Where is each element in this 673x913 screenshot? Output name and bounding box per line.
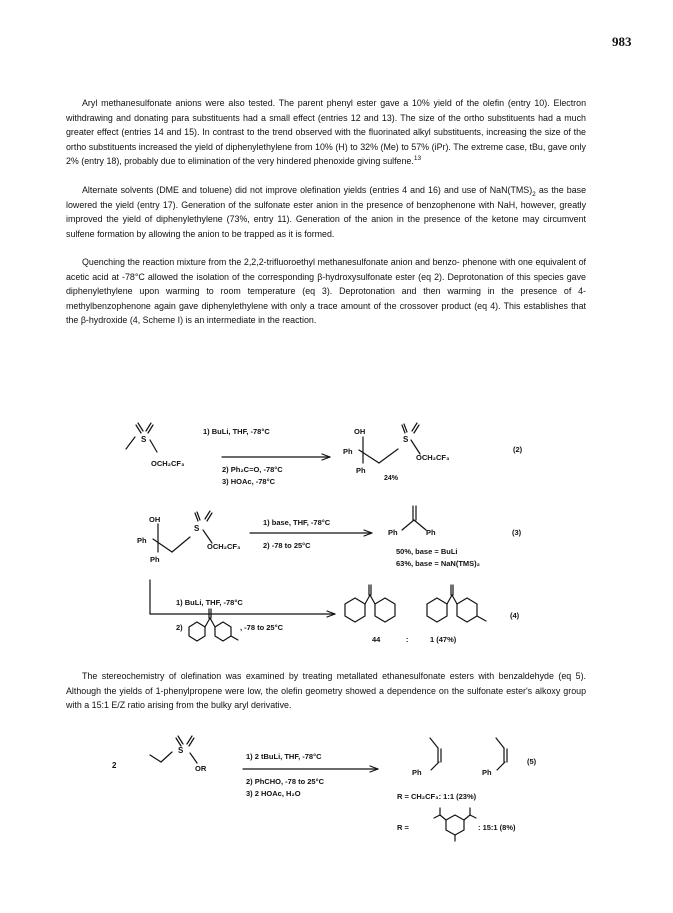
- eq5-reactant-group: OR: [195, 764, 207, 773]
- text-line: Aryl methanesulfonate anions were also tested. The parent phenyl ester gave a 10% yield of the olefin: [82, 98, 505, 108]
- eq5-step1: 1) 2 tBuLi, THF, -78°C: [246, 752, 322, 761]
- text-line: with the fluorinated alkyl substituents, increasing the size of the ortho substituents increased the yield of: [66, 127, 586, 152]
- eq5-step3: 3) 2 HOAc, H₂O: [246, 789, 301, 798]
- eq3-result1: 50%, base = BuLi: [396, 547, 458, 556]
- eq4-ratio-right: 1 (47%): [430, 635, 457, 644]
- text-line: Alternate solvents (DME and toluene) did not improve olefination yields (entries 4 and 16) and use of: [82, 185, 487, 195]
- eq4-step2-suffix: , -78 to 25°C: [240, 623, 284, 632]
- text-line: phenone with one equivalent of acetic acid at -78°C allowed the isolation of the corresponding: [66, 257, 586, 282]
- text-line: Generation of the anion in the presence of the ketone may circumvent sulfene formation by allowing the anion: [66, 214, 586, 239]
- eq5-reactant-structure: [150, 736, 197, 763]
- eq2-product-ph1: Ph: [343, 447, 353, 456]
- eq5-aryl-group-structure: [434, 808, 476, 841]
- text-line: to be trapped as it is formed.: [221, 228, 335, 239]
- text-line: as the base lowered the yield (entry 17). Generation of the sulfonate ester anion in the presence: [66, 185, 587, 210]
- eq5-step2: 2) PhCHO, -78 to 25°C: [246, 777, 325, 786]
- eq5-coefficient: 2: [112, 761, 117, 770]
- eq5-product-ph2: Ph: [482, 768, 492, 777]
- eq3-product-ph2: Ph: [426, 528, 436, 537]
- eq3-reactant-ph1: Ph: [137, 536, 147, 545]
- eq3-reactant-ph2: Ph: [150, 555, 160, 564]
- base-name: NaN(TMS): [489, 185, 533, 195]
- eq2-product-oh: OH: [354, 427, 366, 436]
- eq3-reactant-s: S: [194, 524, 200, 533]
- eq3-step1: 1) base, THF, -78°C: [263, 518, 331, 527]
- text-line: dependence on the sulfonate ester's alkoxy group with a 15:1 E/Z ratio arising from the bulky aryl derivative.: [66, 685, 587, 711]
- base-subscript: 2: [532, 190, 536, 198]
- eq5-number: (5): [527, 757, 537, 766]
- eq5-product-ph1: Ph: [412, 768, 422, 777]
- text-line: diphenylethylene with only a trace amount of the crossover product (eq 4). This establishes that the: [66, 300, 586, 326]
- eq5-result2-suffix: : 15:1 (8%): [478, 823, 516, 832]
- text-line: The stereochemistry of olefination was examined by treating metallated ethanesulfonate esters with: [82, 671, 495, 681]
- eq5-result1: R = CH₂CF₃: 1:1 (23%): [397, 792, 477, 801]
- eq5-result2-prefix: R =: [397, 823, 409, 832]
- eq2-step2: 2) Ph₂C=O, -78°C: [222, 465, 283, 474]
- text-line: probably due to elimination of the very hindered phenoxide giving sulfene.: [124, 156, 414, 167]
- eq4-number: (4): [510, 611, 520, 620]
- eq3-number: (3): [512, 528, 522, 537]
- text-line: (entry 10). Electron withdrawing and donating para substituents had a small effect (entries 12 and 13). The: [66, 98, 587, 123]
- eq4-step1: 1) BuLi, THF, -78°C: [176, 598, 243, 607]
- text-line: benzaldehyde (eq 5). Although the yields of 1-phenylpropene were low, the olefin geometry showed a: [66, 671, 587, 696]
- eq5-product-z-structure: [496, 738, 507, 770]
- eq4-step2-prefix: 2): [176, 623, 183, 632]
- eq5-reactant-s: S: [178, 746, 184, 755]
- eq2-product-structure: [359, 423, 420, 463]
- eq2-yield: 24%: [384, 475, 399, 482]
- eq2-product-s: S: [403, 435, 409, 444]
- eq2-reactant-group: OCH₂CF₃: [151, 459, 185, 468]
- eq3-result2: 63%, base = NaN(TMS)₂: [396, 559, 480, 568]
- eq2-product-ph2: Ph: [356, 466, 366, 475]
- text-line: of benzophenone with NaH, however, greatly improved the yield of diphenylethylene (73%, entry 11).: [66, 199, 587, 225]
- eq3-reactant-group: OCH₂CF₃: [207, 542, 241, 551]
- text-line: diphenylethylene from 10% (H) to 32% (Me) to 57% (iPr). The extreme case, tBu, gave only 2% (entry 18),: [66, 141, 586, 167]
- eq4-product2-structure: [427, 585, 486, 622]
- eq3-product-ph1: Ph: [388, 528, 398, 537]
- eq2-number: (2): [513, 445, 523, 454]
- eq3-product-structure: [402, 506, 426, 530]
- text-line: β-hydroxide (4, Scheme I) is an intermediate in the reaction.: [80, 315, 317, 326]
- text-line: size of the ortho substituents had a much greater effect (entries 14 and 15). In contrast to the trend observed: [66, 112, 586, 138]
- eq3-reactant-structure: [153, 511, 212, 552]
- eq2-reactant-s: S: [141, 435, 147, 444]
- eq3-reactant-oh: OH: [149, 515, 161, 524]
- eq4-product1-structure: [345, 585, 395, 622]
- eq4-ratio-left: 44: [372, 635, 381, 644]
- text-line: temperature (eq 3). Deprotonation and then warming in the presence of 4-methylbenzophenone again gave: [66, 286, 586, 311]
- text-line: β-hydroxysulfonate ester (eq 2). Deprotonation of this species gave diphenylethylene upon warming to room: [66, 271, 586, 297]
- eq2-step3: 3) HOAc, -78°C: [222, 477, 276, 486]
- eq2-product-group: OCH₂CF₃: [416, 453, 450, 462]
- eq2-step1: 1) BuLi, THF, -78°C: [203, 427, 270, 436]
- eq5-product-e-structure: [430, 738, 441, 770]
- eq4-ratio-separator: :: [406, 635, 409, 644]
- page-number: 983: [612, 34, 632, 49]
- text-line: Quenching the reaction mixture from the 2,2,2-trifluoroethyl methanesulfonate anion and benzo-: [82, 257, 460, 267]
- reference-superscript: 13: [413, 155, 422, 163]
- eq3-step2: 2) -78 to 25°C: [263, 541, 311, 550]
